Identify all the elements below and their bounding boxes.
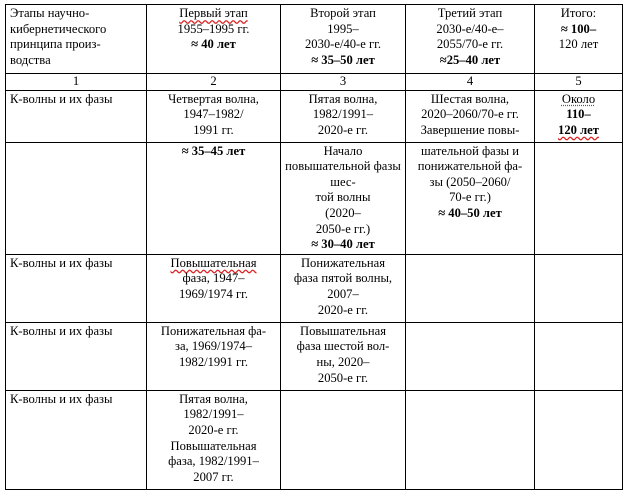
table-row xyxy=(6,390,623,489)
column-number-row xyxy=(6,74,623,91)
row-label: К-волны и их фазы xyxy=(6,390,147,489)
table-cell: ≈ 35–45 лет xyxy=(147,142,281,254)
table-cell: Понижательная фаза пятой волны, 2007– 2020-е гг. xyxy=(281,254,406,322)
table-cell xyxy=(406,322,535,390)
table-row xyxy=(6,322,623,390)
table-row xyxy=(6,90,623,142)
table-header-row xyxy=(6,5,623,74)
table-cell xyxy=(406,390,535,489)
column-number: 4 xyxy=(406,74,535,91)
table-cell: Повышательная фаза, 1947– 1969/1974 гг. xyxy=(147,254,281,322)
column-number: 2 xyxy=(147,74,281,91)
table-cell xyxy=(535,142,623,254)
header-stage-2: Второй этап 1995– 2030-е/40-е гг. ≈ 35–50 лет xyxy=(281,5,406,74)
header-stage-1: Первый этап 1955–1995 гг. ≈ 40 лет xyxy=(147,5,281,74)
column-number: 5 xyxy=(535,74,623,91)
table-cell: Шестая волна, 2020–2060/70-е гг. Завершение повы- xyxy=(406,90,535,142)
header-total: Итого: ≈ 100– 120 лет xyxy=(535,5,623,74)
column-number: 1 xyxy=(6,74,147,91)
table-cell xyxy=(535,390,623,489)
header-stage-3: Третий этап 2030-е/40-е– 2055/70-е гг. ≈25–40 лет xyxy=(406,5,535,74)
table-cell: Повышательная фаза шестой вол- ны, 2020– 2050-е гг. xyxy=(281,322,406,390)
table-row xyxy=(6,254,623,322)
row-label: К-волны и их фазы xyxy=(6,254,147,322)
table-cell: шательной фазы и понижательной фа- зы (2050–2060/ 70-е гг.) ≈ 40–50 лет xyxy=(406,142,535,254)
table-cell xyxy=(535,254,623,322)
table-cell: Пятая волна, 1982/1991– 2020-е гг. xyxy=(281,90,406,142)
table-cell xyxy=(406,254,535,322)
stages-table xyxy=(5,4,623,490)
table-cell: Понижательная фа- за, 1969/1974– 1982/1991 гг. xyxy=(147,322,281,390)
row-label: К-волны и их фазы xyxy=(6,90,147,142)
table-cell: Около 110– 120 лет xyxy=(535,90,623,142)
table-cell: Пятая волна, 1982/1991– 2020-е гг. Повышательная фаза, 1982/1991– 2007 гг. xyxy=(147,390,281,489)
table-cell: Четвертая волна, 1947–1982/ 1991 гг. xyxy=(147,90,281,142)
column-number: 3 xyxy=(281,74,406,91)
table-cell xyxy=(535,322,623,390)
row-label: К-волны и их фазы xyxy=(6,322,147,390)
table-cell xyxy=(6,142,147,254)
table-row xyxy=(6,142,623,254)
table-cell xyxy=(281,390,406,489)
table-cell: Начало повышательной фазы шес- той волны (2020– 2050-е гг.) ≈ 30–40 лет xyxy=(281,142,406,254)
document-page xyxy=(5,4,623,490)
header-stage-label: Этапы научно- кибернетического принципа произ- водства xyxy=(6,5,147,74)
